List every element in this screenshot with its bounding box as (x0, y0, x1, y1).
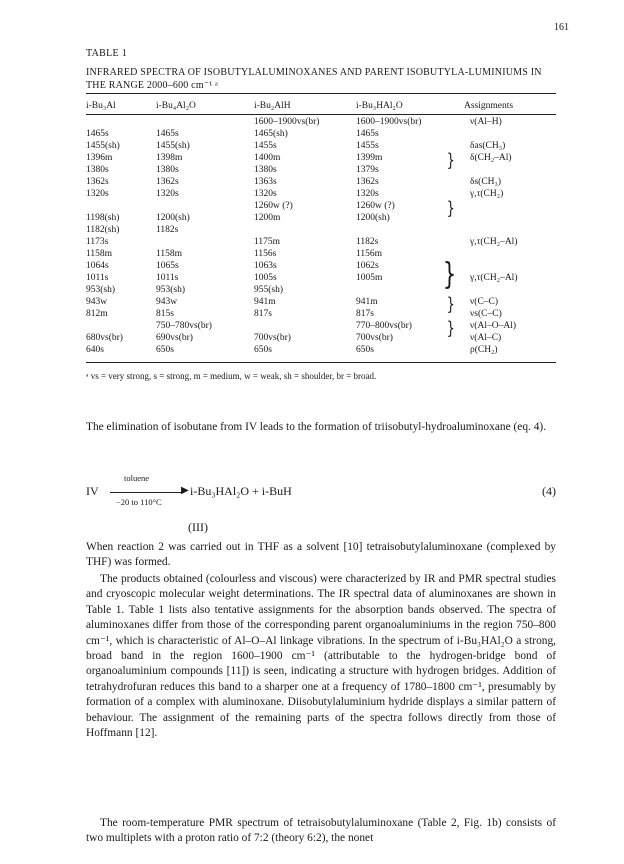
brace-icon: } (446, 318, 455, 339)
table-label: TABLE 1 (86, 48, 128, 59)
table-cell: 1465s (356, 129, 379, 139)
table-row (86, 261, 556, 273)
table-cell: 650s (156, 345, 174, 355)
table-row (86, 141, 556, 153)
header-cell: Assignments (464, 101, 514, 111)
table-cell: 1320s (86, 189, 109, 199)
table-cell: 941m (356, 297, 378, 307)
table-title: INFRARED SPECTRA OF ISOBUTYLALUMINOXANES AND PARENT ISOBUTYLA-LUMINIUMS IN THE RANGE 2000–600 cm⁻¹ ᵃ (86, 67, 542, 91)
table-cell: 1198(sh) (86, 213, 120, 223)
table-cell: ρ(CH₂) (470, 345, 498, 355)
table-cell: δas(CH₃) (470, 141, 506, 151)
table-cell: 1260w (?) (356, 201, 395, 211)
table-cell: 1260w (?) (254, 201, 293, 211)
equation-reactant: IV (86, 484, 99, 498)
table-cell: 1455s (356, 141, 379, 151)
table-cell: 640s (86, 345, 104, 355)
table-row (86, 285, 556, 297)
table-row (86, 177, 556, 189)
table-cell: 815s (156, 309, 174, 319)
table-bottom-rule (86, 362, 556, 363)
table-cell: 817s (356, 309, 374, 319)
table-cell: νs(C–C) (470, 309, 502, 319)
table-row (86, 309, 556, 321)
table-cell: ν(Al–O–Al) (470, 321, 516, 331)
table-cell: 1455(sh) (156, 141, 190, 151)
reaction-arrow-icon (110, 492, 184, 493)
table-cell: 1465s (86, 129, 109, 139)
table-cell: 1363s (254, 177, 277, 187)
table-cell: 955(sh) (254, 285, 284, 295)
table-row (86, 153, 556, 165)
table-cell: 690vs(br) (156, 333, 193, 343)
table-row (86, 333, 556, 345)
table-row (86, 129, 556, 141)
table-cell: 700vs(br) (254, 333, 291, 343)
equation-number: (4) (542, 484, 556, 498)
table-cell: 1455s (254, 141, 277, 151)
paragraph-ir-discussion: The products obtained (colourless and viscous) were characterized by IR and PMR spectral studies and cryoscopic molecular weight determinations. The IR spectral data of aluminoxanes are shown in Table 1. Table 1 lists also tentative assignments for the absorption bands observed. The spectra of aluminoxanes differ from those of the corresponding parent organoaluminiums in the region 750–800 cm⁻¹, which is characteristic of Al–O–Al linkage vibrations. In the spectrum of i-Bu₃HAl₂O a strong, broad band in the region 1600–1900 cm⁻¹ (attributable to the hydrogen-bridge bond of organoaluminium compounds [11]) is seen, indicating a structure with hydrogen bridges. Addition of tetrahydrofuran reduces this band to a sharper one at a frequency of 1780–1800 cm⁻¹, presumably by formation of a complex with aluminoxane. Diisobutylaluminium hydride displays a similar pattern of behaviour. The assignment of the remaining parts of the spectra follows directly from those of Hoffmann [12]. (86, 573, 556, 740)
table-cell: γ,τ(CH₂–Al) (470, 237, 518, 247)
table-cell: 1320s (156, 189, 179, 199)
table-cell: 1398m (156, 153, 183, 163)
table-cell: 1182s (156, 225, 179, 235)
table-cell: 1182s (356, 237, 379, 247)
table-cell: 817s (254, 309, 272, 319)
header-cell: i-Bu₂AlH (254, 101, 291, 111)
table-row (86, 225, 556, 237)
table-row (86, 165, 556, 177)
table-cell: 770–800vs(br) (356, 321, 412, 331)
table-cell: ν(Al–H) (470, 117, 502, 127)
table-cell: 1380s (86, 165, 109, 175)
table-row (86, 249, 556, 261)
equation-4 (86, 470, 556, 516)
table-header-rule (86, 114, 556, 115)
table-header-row (86, 101, 556, 113)
table-cell: 1200(sh) (156, 213, 190, 223)
table-cell: 1200m (254, 213, 281, 223)
table-cell: 1173s (86, 237, 109, 247)
table-cell: 650s (356, 345, 374, 355)
table-row (86, 237, 556, 249)
equation-solvent: toluene (124, 473, 150, 483)
table-cell: 1200(sh) (356, 213, 390, 223)
table-row (86, 297, 556, 309)
table-cell: 1320s (356, 189, 379, 199)
table-cell: 1158m (156, 249, 183, 259)
table-cell: 1465(sh) (254, 129, 288, 139)
table-cell: ν(C–C) (470, 297, 499, 307)
table-cell: 1320s (254, 189, 277, 199)
table-footnote: ᵃ vs = very strong, s = strong, m = medium, w = weak, sh = shoulder, br = broad. (86, 371, 377, 381)
table-cell: 1379s (356, 165, 379, 175)
table-cell: 1396m (86, 153, 113, 163)
equation-temperature: −20 to 110°C (116, 497, 162, 507)
table-cell: γ,τ(CH₂) (470, 189, 504, 199)
equation-compound-label: (III) (188, 520, 208, 534)
table-cell: 1380s (254, 165, 277, 175)
table-cell: 1156m (356, 249, 383, 259)
table-cell: 1062s (356, 261, 379, 271)
table-row (86, 213, 556, 225)
table-row (86, 321, 556, 333)
table-cell: 1455(sh) (86, 141, 120, 151)
table-cell: 953(sh) (86, 285, 116, 295)
table-cell: 700vs(br) (356, 333, 393, 343)
table-cell: 1600–1900vs(br) (254, 117, 320, 127)
table-row (86, 117, 556, 129)
arrowhead-icon: ▶ (181, 485, 189, 496)
equation-products: i-Bu₃HAl₂O + i-BuH (190, 484, 292, 498)
table-cell: 1600–1900vs(br) (356, 117, 422, 127)
table-cell: δ(CH₂–Al) (470, 153, 512, 163)
table-cell: 1064s (86, 261, 109, 271)
table-cell: γ,τ(CH₂–Al) (470, 273, 518, 283)
table-cell: 1175m (254, 237, 281, 247)
table-cell: 943w (86, 297, 108, 307)
table-cell: 1005s (254, 273, 277, 283)
paragraph-thf: When reaction 2 was carried out in THF as a solvent [10] tetraisobutylaluminoxane (complexed by THF) was formed. (86, 541, 556, 569)
paragraph-pmr: The room-temperature PMR spectrum of tetraisobutylaluminoxane (Table 2, Fig. 1b) consists of two multiplets with a proton ratio of 7:2 (theory 6:2), the nonet (86, 817, 556, 845)
table-cell: 1011s (86, 273, 109, 283)
table-cell: 1158m (86, 249, 113, 259)
table-cell: 1362s (156, 177, 179, 187)
header-cell: i-Bu₃Al (86, 101, 116, 111)
brace-icon: } (446, 294, 455, 315)
brace-icon: } (442, 257, 457, 292)
table-cell: 650s (254, 345, 272, 355)
table-cell: 1362s (86, 177, 109, 187)
table-cell: 953(sh) (156, 285, 186, 295)
table-cell: 1005m (356, 273, 383, 283)
table-cell: 812m (86, 309, 108, 319)
table-cell: 1063s (254, 261, 277, 271)
table-cell: 680vs(br) (86, 333, 123, 343)
table-cell: 1399m (356, 153, 383, 163)
table-row (86, 273, 556, 285)
paragraph-elimination: The elimination of isobutane from IV leads to the formation of triisobutyl-hydroaluminoxane (eq. 4). (86, 421, 547, 433)
brace-icon: } (446, 198, 455, 219)
header-cell: i-Bu₄Al₂O (156, 101, 196, 111)
table-row (86, 345, 556, 357)
table-cell: 941m (254, 297, 276, 307)
table-row (86, 201, 556, 213)
table-cell: 1182(sh) (86, 225, 120, 235)
table-row (86, 189, 556, 201)
table-cell: 1380s (156, 165, 179, 175)
table-cell: 943w (156, 297, 178, 307)
table-cell: 1011s (156, 273, 179, 283)
table-cell: δs(CH₃) (470, 177, 502, 187)
table-cell: 1400m (254, 153, 281, 163)
brace-icon: } (446, 150, 455, 171)
table-cell: 1465s (156, 129, 179, 139)
table-top-rule (86, 93, 556, 94)
page-number: 161 (554, 22, 569, 33)
table-cell: 1065s (156, 261, 179, 271)
table-cell: 1156s (254, 249, 277, 259)
header-cell: i-Bu₃HAl₂O (356, 101, 403, 111)
table-cell: 750–780vs(br) (156, 321, 212, 331)
table-cell: ν(Al–C) (470, 333, 502, 343)
table-cell: 1362s (356, 177, 379, 187)
